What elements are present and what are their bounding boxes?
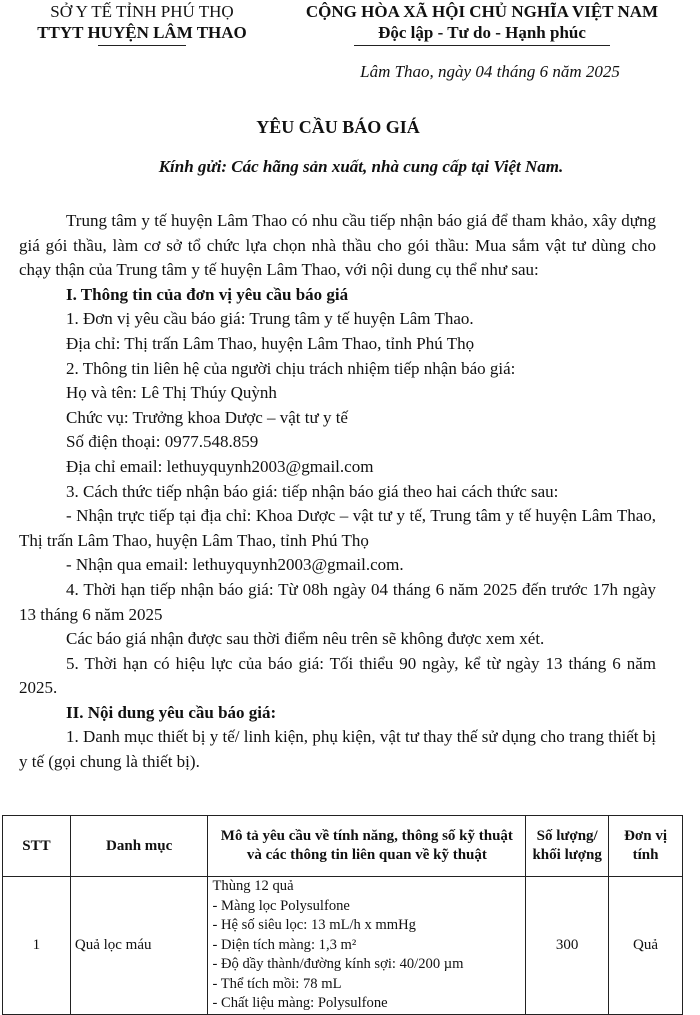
national-motto	[282, 2, 682, 46]
motto: Độc lập - Tư do - Hạnh phúc	[378, 23, 586, 42]
motto-underline	[354, 45, 610, 46]
table-header-row	[3, 816, 683, 877]
issuer-underline	[98, 45, 186, 46]
spec-line: - Hệ số siêu lọc: 13 mL/h x mmHg	[212, 917, 416, 933]
section2-heading: II. Nội dung yêu cầu báo giá:	[66, 702, 277, 722]
spec-line: - Thể tích mồi: 78 mL	[212, 975, 342, 992]
spec-line: - Diện tích màng: 1,3 m²	[212, 936, 357, 953]
col-header-quantity: Số lượng/ khối lượng	[526, 816, 609, 877]
receive-direct: - Nhận trực tiếp tại địa chỉ: Khoa Dược – vật tư y tế, Trung tâm y tế huyện Lâm Thao, Thị trấn Lâm Thao, huyện Lâm Thao, tỉnh Phú Thọ	[19, 506, 656, 550]
contact-position: Chức vụ: Trưởng khoa Dược – vật tư y tế	[66, 407, 348, 427]
contact-name: Họ và tên: Lê Thị Thúy Quỳnh	[66, 383, 277, 403]
col-header-category: Danh mục	[70, 816, 208, 877]
spec-line: - Độ dầy thành/đường kính sợi: 40/200 µm	[212, 956, 464, 972]
row-unit: Quả	[609, 877, 683, 1015]
document-body	[19, 209, 656, 775]
late-note: Các báo giá nhận được sau thời điểm nêu trên sẽ không được xem xét.	[66, 629, 545, 649]
spec-line: Thùng 12 quả	[212, 878, 294, 894]
spec-line: - Màng lọc Polysulfone	[212, 897, 350, 914]
requesting-unit: 1. Đơn vị yêu cầu báo giá: Trung tâm y tế huyện Lâm Thao.	[66, 309, 474, 329]
document-title: YÊU CẦU BÁO GIÁ	[256, 117, 420, 137]
receive-email: - Nhận qua email: lethuyquynh2003@gmail.com.	[66, 555, 404, 575]
receive-method-heading: 3. Cách thức tiếp nhận báo giá: tiếp nhận báo giá theo hai cách thức sau:	[66, 481, 559, 501]
country-name: CỘNG HÒA XÃ HỘI CHỦ NGHĨA VIỆT NAM	[305, 2, 659, 21]
contact-phone: Số điện thoại: 0977.548.859	[66, 432, 259, 452]
row-category: Quả lọc máu	[70, 877, 208, 1015]
issuer-department: SỞ Y TẾ TỈNH PHÚ THỌ	[50, 2, 234, 21]
date-line: Lâm Thao, ngày 04 tháng 6 năm 2025	[360, 62, 620, 81]
row-quantity: 300	[526, 877, 609, 1015]
spec-line: - Chất liệu màng: Polysulfone	[212, 995, 388, 1011]
col-header-unit: Đơn vị tính	[609, 816, 683, 877]
section1-heading: I. Thông tin của đơn vị yêu cầu báo giá	[66, 284, 349, 304]
contact-email: Địa chỉ email: lethuyquynh2003@gmail.com	[66, 456, 374, 476]
intro-paragraph: Trung tâm y tế huyện Lâm Thao có nhu cầu tiếp nhận báo giá để tham khảo, xây dựng giá gói thầu, làm cơ sở tổ chức lựa chọn nhà thầu cho gói thầu: Mua sắm vật tư dùng cho chạy thận của Trung tâm y tế huyện Lâm Thao, với nội dung cụ thể như sau:	[19, 211, 656, 280]
list-intro: 1. Danh mục thiết bị y tế/ linh kiện, phụ kiện, vật tư thay thế sử dụng cho trang thiết bị y tế (gọi chung là thiết bị).	[19, 727, 656, 772]
row-description	[208, 877, 526, 1015]
contact-heading: 2. Thông tin liên hệ của người chịu trách nhiệm tiếp nhận báo giá:	[66, 358, 516, 378]
greeting: Kính gửi: Các hãng sản xuất, nhà cung cấp tại Việt Nam.	[158, 157, 564, 176]
row-stt: 1	[3, 877, 71, 1015]
items-table	[2, 815, 683, 1015]
receive-deadline: 4. Thời hạn tiếp nhận báo giá: Từ 08h ngày 04 tháng 6 năm 2025 đến trước 17h ngày 13 tháng 6 năm 2025	[19, 579, 656, 624]
quote-validity: 5. Thời hạn có hiệu lực của báo giá: Tối thiểu 90 ngày, kể từ ngày 13 tháng 6 năm 2025.	[19, 653, 656, 698]
issuer-center: TTYT HUYỆN LÂM THAO	[37, 23, 247, 42]
col-header-description: Mô tả yêu cầu về tính năng, thông số kỹ thuật và các thông tin liên quan về kỹ thuật	[208, 816, 526, 877]
issuer-header	[22, 2, 262, 46]
col-header-stt: STT	[3, 816, 71, 877]
unit-address: Địa chỉ: Thị trấn Lâm Thao, huyện Lâm Thao, tỉnh Phú Thọ	[66, 333, 475, 353]
table-row	[3, 877, 683, 1015]
